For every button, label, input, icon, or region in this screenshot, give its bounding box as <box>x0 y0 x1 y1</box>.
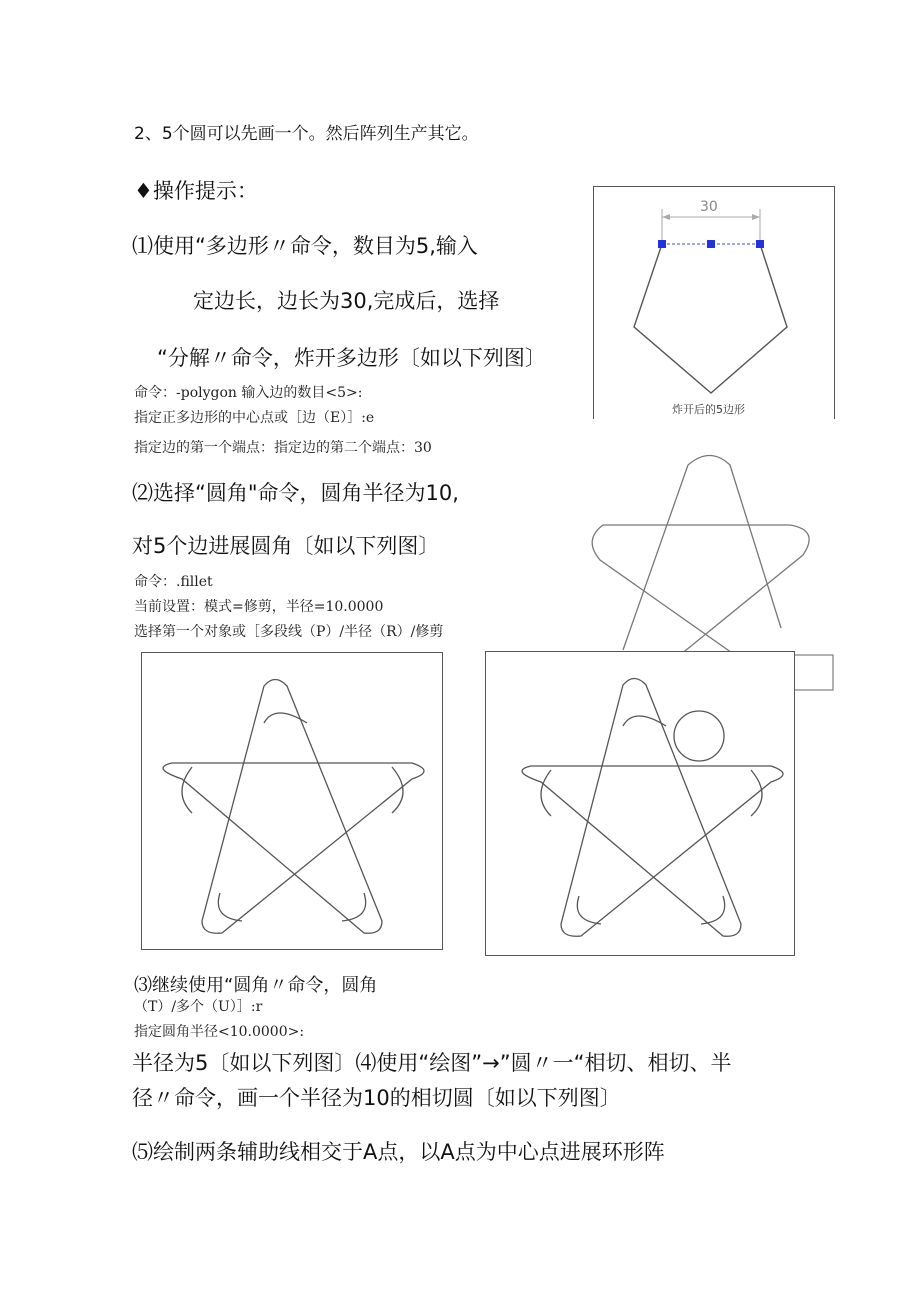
step-3-4-line: 半径为5〔如以下列图〕⑷使用“绘图”→”圆〃一“相切、相切、半 <box>132 1051 732 1075</box>
command-fillet: 命令：.fillet <box>134 574 213 590</box>
step-5-line: ⑸绘制两条辅助线相交于A点，以A点为中心点进展环形阵 <box>132 1140 665 1164</box>
pentagon-figure <box>593 186 835 419</box>
tangent-circle-frame <box>485 651 795 956</box>
command-radius: 指定圆角半径<10.0000>: <box>134 1024 305 1040</box>
step-1-line-b: 定边长，边长为30,完成后，选择 <box>193 289 500 313</box>
step-1-line-c: “分解〃命令，炸开多边形〔如以下列图〕 <box>157 346 546 370</box>
tangent-circle-drawing <box>486 652 796 957</box>
step-1-line-a: ⑴使用“多边形〃命令，数目为5,输入 <box>132 234 478 258</box>
command-edge: 指定正多边形的中心点或［边（E）］:e <box>134 410 375 426</box>
pentagon-drawing <box>594 187 834 419</box>
command-options: （T）/多个（U）］:r <box>134 999 263 1015</box>
command-polygon: 命令：-polygon 输入边的数目<5>: <box>134 385 363 401</box>
tips-heading: ♦操作提示： <box>134 179 258 203</box>
command-settings: 当前设置：模式=修剪，半径=10.0000 <box>134 599 384 615</box>
command-select: 选择第一个对象或［多段线（P）/半径（R）/修剪 <box>134 624 444 640</box>
filleted-star-drawing <box>142 653 444 951</box>
filleted-star-frame <box>141 652 443 950</box>
step-4-line: 径〃命令，画一个半径为10的相切圆〔如以下列图〕 <box>132 1086 621 1110</box>
command-endpoints: 指定边的第一个端点：指定边的第二个端点：30 <box>134 440 432 456</box>
step-2-line-a: ⑵选择“圆角"命令，圆角半径为10, <box>132 481 459 505</box>
line-1: 2、5个圆可以先画一个。然后阵列生产其它。 <box>134 124 479 144</box>
step-2-line-b: 对5个边进展圆角〔如以下列图〕 <box>132 534 440 558</box>
pentagon-caption: 炸开后的5边形 <box>672 403 745 416</box>
step-3-line: ⑶继续使用“圆角〃命令，圆角 <box>134 975 378 996</box>
dimension-label: 30 <box>700 199 718 215</box>
